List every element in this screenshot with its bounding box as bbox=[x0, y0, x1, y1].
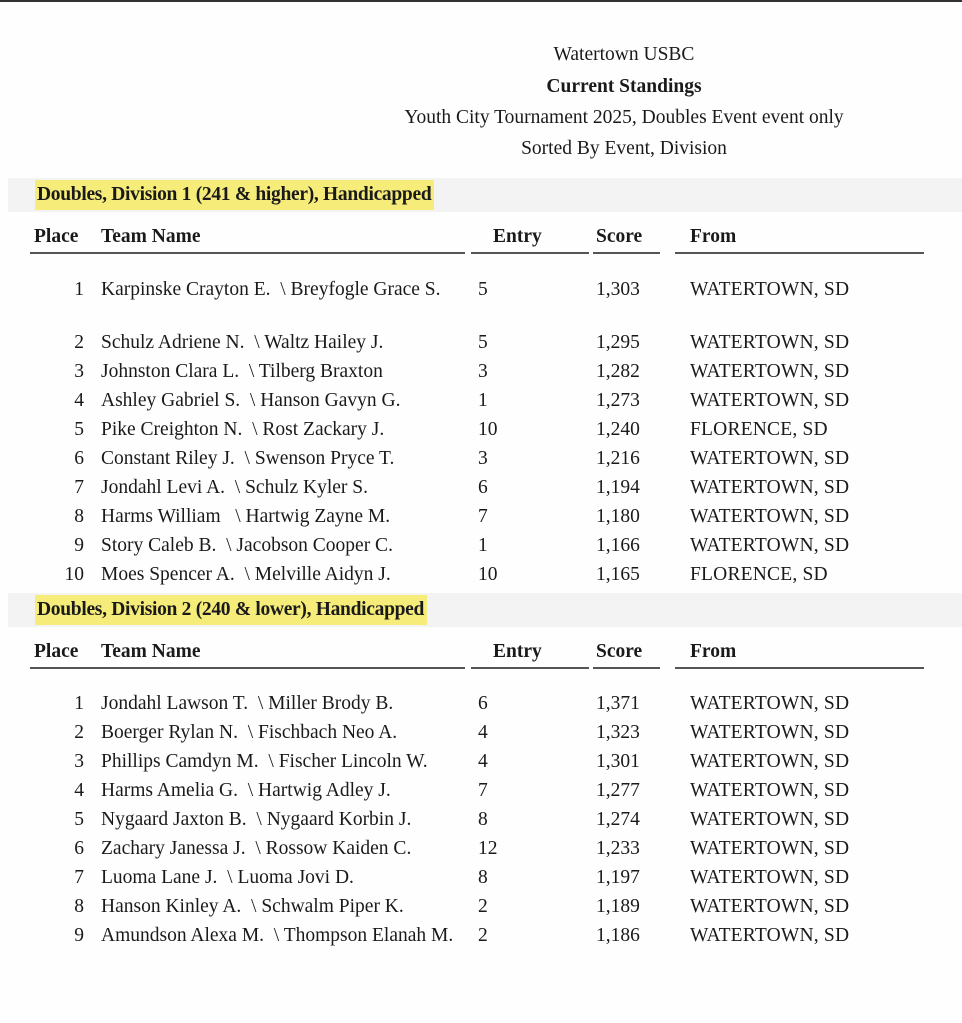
cell-entry: 6 bbox=[478, 693, 488, 714]
cell-from: WATERTOWN, SD bbox=[690, 925, 850, 946]
cell-entry: 12 bbox=[478, 838, 498, 859]
cell-score: 1,240 bbox=[596, 419, 640, 440]
cell-score: 1,301 bbox=[596, 751, 640, 772]
cell-team: Harms Amelia G. \ Hartwig Adley J. bbox=[101, 780, 391, 801]
cell-place: 6 bbox=[74, 838, 84, 859]
column-header-from: From bbox=[690, 226, 737, 247]
cell-team: Phillips Camdyn M. \ Fischer Lincoln W. bbox=[101, 751, 428, 772]
cell-score: 1,194 bbox=[596, 477, 640, 498]
cell-team: Constant Riley J. \ Swenson Pryce T. bbox=[101, 448, 395, 469]
cell-place: 7 bbox=[74, 477, 84, 498]
column-header-rule bbox=[96, 252, 465, 254]
cell-entry: 5 bbox=[478, 279, 488, 300]
cell-from: WATERTOWN, SD bbox=[690, 722, 850, 743]
cell-score: 1,273 bbox=[596, 390, 640, 411]
cell-from: FLORENCE, SD bbox=[690, 419, 828, 440]
column-header-team: Team Name bbox=[101, 226, 201, 247]
cell-team: Moes Spencer A. \ Melville Aidyn J. bbox=[101, 564, 391, 585]
column-header-rule bbox=[471, 252, 589, 254]
cell-place: 5 bbox=[74, 419, 84, 440]
column-header-entry: Entry bbox=[493, 226, 542, 247]
cell-team: Hanson Kinley A. \ Schwalm Piper K. bbox=[101, 896, 404, 917]
column-header-place: Place bbox=[34, 641, 79, 662]
cell-from: WATERTOWN, SD bbox=[690, 390, 850, 411]
cell-score: 1,165 bbox=[596, 564, 640, 585]
cell-place: 10 bbox=[64, 564, 84, 585]
cell-score: 1,277 bbox=[596, 780, 640, 801]
cell-from: FLORENCE, SD bbox=[690, 564, 828, 585]
cell-score: 1,233 bbox=[596, 838, 640, 859]
cell-score: 1,180 bbox=[596, 506, 640, 527]
column-header-rule bbox=[30, 252, 96, 254]
cell-from: WATERTOWN, SD bbox=[690, 896, 850, 917]
cell-score: 1,303 bbox=[596, 279, 640, 300]
cell-score: 1,189 bbox=[596, 896, 640, 917]
cell-place: 8 bbox=[74, 896, 84, 917]
cell-place: 1 bbox=[74, 279, 84, 300]
cell-team: Pike Creighton N. \ Rost Zackary J. bbox=[101, 419, 385, 440]
cell-team: Jondahl Lawson T. \ Miller Brody B. bbox=[101, 693, 394, 714]
cell-from: WATERTOWN, SD bbox=[690, 751, 850, 772]
cell-place: 4 bbox=[74, 780, 84, 801]
cell-team: Ashley Gabriel S. \ Hanson Gavyn G. bbox=[101, 390, 401, 411]
cell-team: Johnston Clara L. \ Tilberg Braxton bbox=[101, 361, 383, 382]
cell-place: 1 bbox=[74, 693, 84, 714]
cell-entry: 8 bbox=[478, 867, 488, 888]
cell-place: 8 bbox=[74, 506, 84, 527]
top-border bbox=[0, 0, 962, 2]
column-header-rule bbox=[675, 252, 924, 254]
cell-team: Harms William \ Hartwig Zayne M. bbox=[101, 506, 391, 527]
cell-entry: 7 bbox=[478, 506, 488, 527]
cell-entry: 8 bbox=[478, 809, 488, 830]
cell-from: WATERTOWN, SD bbox=[690, 361, 850, 382]
cell-entry: 2 bbox=[478, 896, 488, 917]
cell-score: 1,166 bbox=[596, 535, 640, 556]
column-header-score: Score bbox=[596, 641, 643, 662]
cell-entry: 4 bbox=[478, 751, 488, 772]
cell-entry: 10 bbox=[478, 564, 498, 585]
column-header-place: Place bbox=[34, 226, 79, 247]
cell-team: Jondahl Levi A. \ Schulz Kyler S. bbox=[101, 477, 369, 498]
cell-entry: 5 bbox=[478, 332, 488, 353]
cell-from: WATERTOWN, SD bbox=[690, 693, 850, 714]
cell-entry: 3 bbox=[478, 448, 488, 469]
cell-place: 5 bbox=[74, 809, 84, 830]
column-header-rule bbox=[593, 667, 660, 669]
cell-place: 4 bbox=[74, 390, 84, 411]
cell-entry: 1 bbox=[478, 390, 488, 411]
cell-place: 3 bbox=[74, 751, 84, 772]
cell-team: Karpinske Crayton E. \ Breyfogle Grace S. bbox=[101, 279, 441, 300]
cell-from: WATERTOWN, SD bbox=[690, 448, 850, 469]
organization-name: Watertown USBC bbox=[553, 44, 695, 65]
column-header-from: From bbox=[690, 641, 737, 662]
column-header-rule bbox=[96, 667, 465, 669]
report-subtitle: Youth City Tournament 2025, Doubles Event event only bbox=[404, 107, 844, 128]
cell-place: 2 bbox=[74, 332, 84, 353]
cell-team: Zachary Janessa J. \ Rossow Kaiden C. bbox=[101, 838, 412, 859]
cell-place: 2 bbox=[74, 722, 84, 743]
cell-place: 3 bbox=[74, 361, 84, 382]
cell-team: Schulz Adriene N. \ Waltz Hailey J. bbox=[101, 332, 384, 353]
column-header-score: Score bbox=[596, 226, 643, 247]
report-title: Current Standings bbox=[546, 76, 702, 97]
cell-from: WATERTOWN, SD bbox=[690, 506, 850, 527]
cell-from: WATERTOWN, SD bbox=[690, 332, 850, 353]
cell-from: WATERTOWN, SD bbox=[690, 535, 850, 556]
cell-score: 1,323 bbox=[596, 722, 640, 743]
cell-from: WATERTOWN, SD bbox=[690, 809, 850, 830]
cell-place: 6 bbox=[74, 448, 84, 469]
cell-place: 9 bbox=[74, 535, 84, 556]
cell-score: 1,197 bbox=[596, 867, 640, 888]
cell-entry: 2 bbox=[478, 925, 488, 946]
cell-entry: 4 bbox=[478, 722, 488, 743]
cell-place: 9 bbox=[74, 925, 84, 946]
cell-team: Nygaard Jaxton B. \ Nygaard Korbin J. bbox=[101, 809, 412, 830]
cell-place: 7 bbox=[74, 867, 84, 888]
cell-team: Story Caleb B. \ Jacobson Cooper C. bbox=[101, 535, 393, 556]
column-header-team: Team Name bbox=[101, 641, 201, 662]
cell-entry: 6 bbox=[478, 477, 488, 498]
cell-score: 1,282 bbox=[596, 361, 640, 382]
cell-team: Amundson Alexa M. \ Thompson Elanah M. bbox=[101, 925, 454, 946]
cell-score: 1,295 bbox=[596, 332, 640, 353]
cell-entry: 7 bbox=[478, 780, 488, 801]
sort-description: Sorted By Event, Division bbox=[521, 138, 727, 159]
cell-score: 1,186 bbox=[596, 925, 640, 946]
cell-from: WATERTOWN, SD bbox=[690, 780, 850, 801]
division-title: Doubles, Division 2 (240 & lower), Handicapped bbox=[35, 595, 427, 625]
cell-entry: 3 bbox=[478, 361, 488, 382]
column-header-rule bbox=[30, 667, 96, 669]
cell-entry: 1 bbox=[478, 535, 488, 556]
cell-score: 1,216 bbox=[596, 448, 640, 469]
division-title: Doubles, Division 1 (241 & higher), Handicapped bbox=[35, 180, 434, 210]
column-header-entry: Entry bbox=[493, 641, 542, 662]
cell-score: 1,371 bbox=[596, 693, 640, 714]
cell-from: WATERTOWN, SD bbox=[690, 279, 850, 300]
cell-team: Boerger Rylan N. \ Fischbach Neo A. bbox=[101, 722, 398, 743]
column-header-rule bbox=[471, 667, 589, 669]
cell-entry: 10 bbox=[478, 419, 498, 440]
cell-score: 1,274 bbox=[596, 809, 640, 830]
column-header-rule bbox=[675, 667, 924, 669]
cell-from: WATERTOWN, SD bbox=[690, 867, 850, 888]
cell-from: WATERTOWN, SD bbox=[690, 838, 850, 859]
cell-from: WATERTOWN, SD bbox=[690, 477, 850, 498]
cell-team: Luoma Lane J. \ Luoma Jovi D. bbox=[101, 867, 354, 888]
column-header-rule bbox=[593, 252, 660, 254]
